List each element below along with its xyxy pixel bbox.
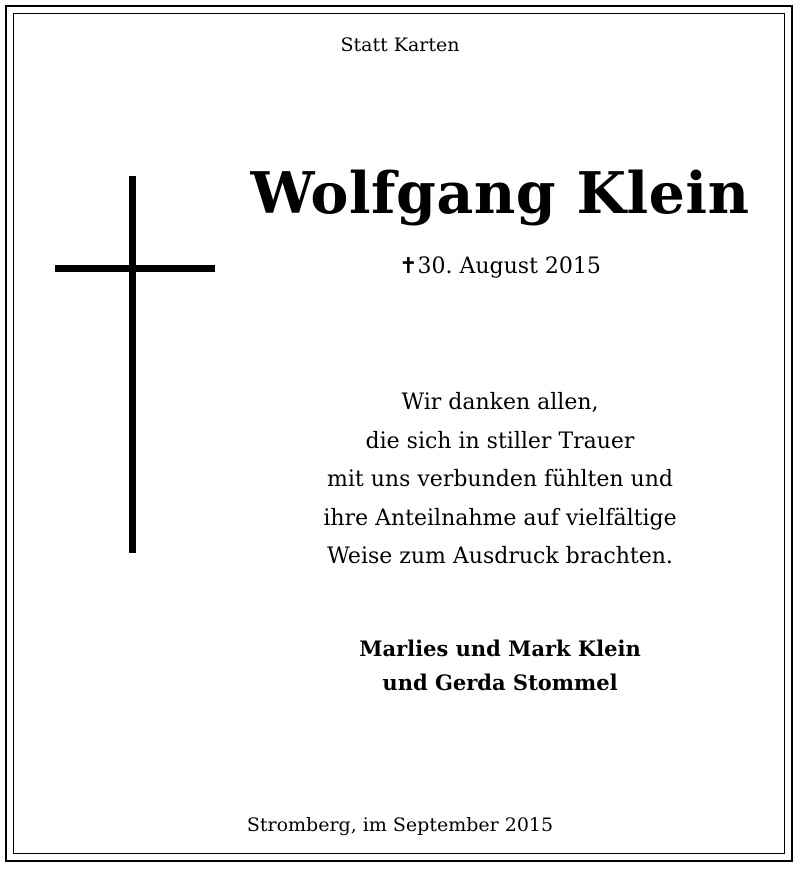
signatory-line: und Gerda Stommel bbox=[382, 670, 618, 695]
place-date: Stromberg, im September 2015 bbox=[246, 814, 554, 836]
message-line: mit uns verbunden fühlten und bbox=[327, 467, 673, 492]
message-line: Wir danken allen, bbox=[401, 390, 599, 415]
header-note: Statt Karten bbox=[340, 34, 460, 56]
message-line: Weise zum Ausdruck brachten. bbox=[327, 544, 673, 569]
message-line: die sich in stiller Trauer bbox=[365, 428, 635, 454]
signatory-line: Marlies und Mark Klein bbox=[359, 636, 641, 661]
thank-you-message bbox=[250, 384, 750, 577]
deceased-name: Wolfgang Klein bbox=[250, 160, 750, 227]
death-date: ✝30. August 2015 bbox=[399, 254, 601, 279]
message-line: ihre Anteilnahme auf vielfältige bbox=[323, 505, 677, 531]
signatories bbox=[250, 632, 750, 700]
